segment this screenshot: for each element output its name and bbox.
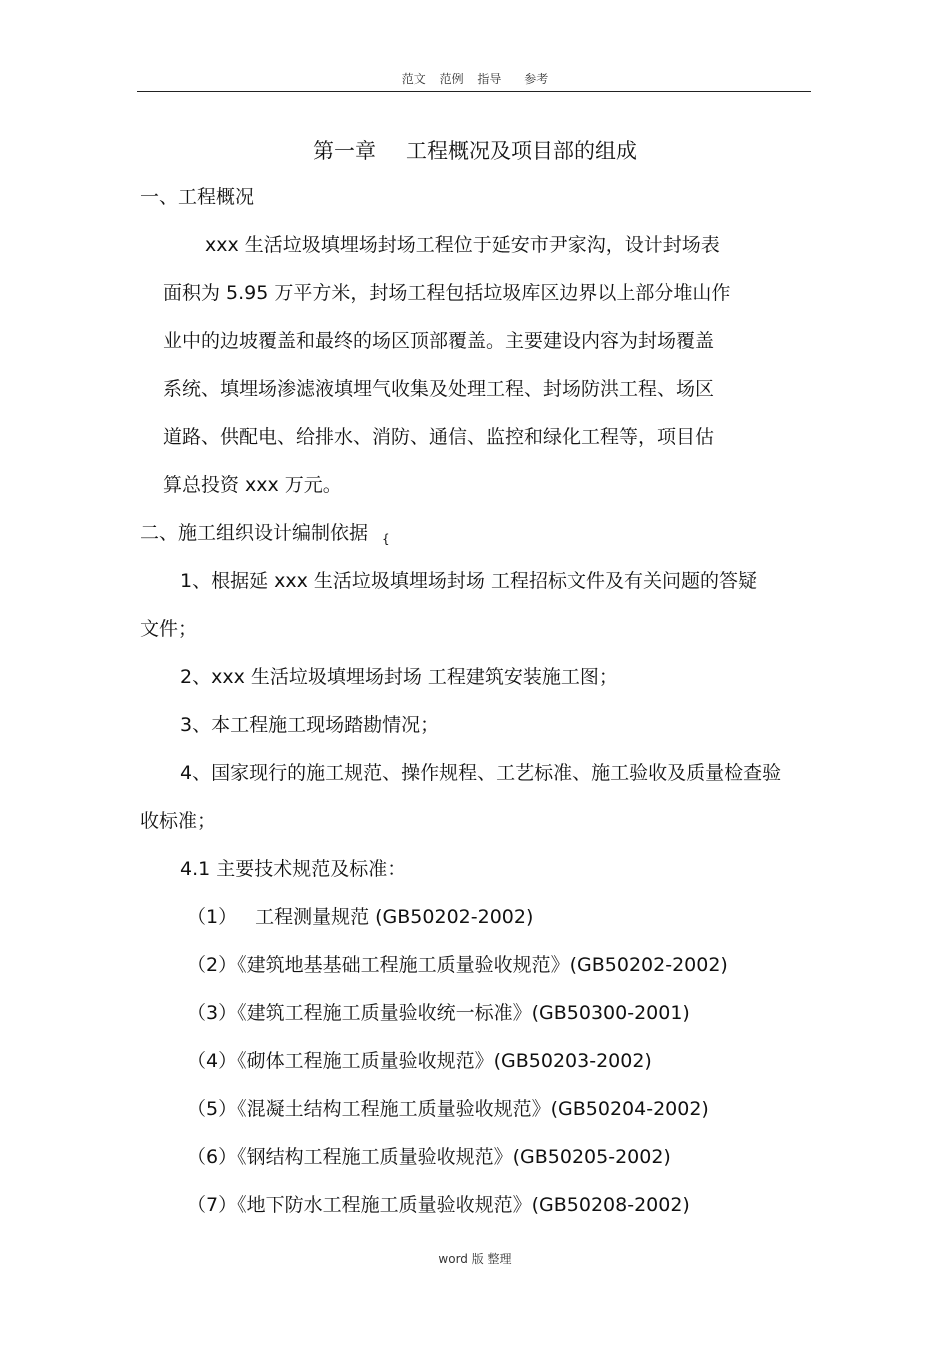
standard-item: [187, 1145, 671, 1169]
header-item: 范文: [401, 72, 426, 86]
chapter-title: [0, 135, 950, 165]
sub-heading: 4.1 主要技术规范及标准：: [180, 858, 407, 880]
standard-number: （7）: [187, 1194, 238, 1216]
standard-number: （5）: [187, 1098, 238, 1120]
list-item: 2、xxx 生活垃圾填埋场封场 工程建筑安装施工图；: [180, 666, 618, 688]
paragraph-line: 业中的边坡覆盖和最终的场区顶部覆盖。主要建设内容为封场覆盖: [163, 330, 715, 352]
paragraph-line: xxx 生活垃圾填埋场封场工程位于延安市尹家沟，设计封场表: [205, 234, 720, 256]
standard-number: （4）: [187, 1050, 238, 1072]
standard-text: 《建筑工程施工质量验收统一标准》(GB50300-2001): [237, 1002, 690, 1024]
page-header: [0, 70, 950, 87]
standard-item: [187, 1193, 690, 1217]
list-item: 4、国家现行的施工规范、操作规程、工艺标准、施工验收及质量检查验: [180, 762, 782, 784]
standard-number: （2）: [187, 954, 238, 976]
chapter-name: 工程概况及项目部的组成: [406, 139, 637, 163]
list-item-continuation: 文件；: [140, 618, 198, 640]
standard-item: [187, 1049, 652, 1073]
section-heading: 一、工程概况: [140, 186, 255, 208]
section-heading-text: 二、施工组织设计编制依据: [140, 522, 369, 544]
chapter-number: 第一章: [313, 139, 376, 163]
standard-text: 工程测量规范 (GB50202-2002): [255, 906, 534, 928]
standard-item: [187, 953, 728, 977]
header-rule: [137, 91, 811, 92]
standard-item: [187, 1097, 709, 1121]
page-footer: word 版 整理: [438, 1252, 512, 1266]
standard-text: 《钢结构工程施工质量验收规范》(GB50205-2002): [237, 1146, 671, 1168]
standard-item: [187, 905, 533, 929]
standard-text: 《混凝土结构工程施工质量验收规范》(GB50204-2002): [237, 1098, 709, 1120]
standard-text: 《建筑地基基础工程施工质量验收规范》(GB50202-2002): [237, 954, 728, 976]
paragraph-line: 面积为 5.95 万平方米，封场工程包括垃圾库区边界以上部分堆山作: [163, 282, 731, 304]
list-item-continuation: 收标准；: [140, 810, 217, 832]
standard-text: 《砌体工程施工质量验收规范》(GB50203-2002): [237, 1050, 652, 1072]
header-item: 参考: [524, 72, 549, 86]
standard-number: （3）: [187, 1002, 238, 1024]
paragraph-line: 算总投资 xxx 万元。: [163, 474, 342, 496]
standard-number: （1）: [187, 906, 238, 928]
paragraph-line: 道路、供配电、给排水、消防、通信、监控和绿化工程等，项目估: [163, 426, 715, 448]
stray-mark: {: [382, 532, 390, 546]
list-item: 3、本工程施工现场踏勘情况；: [180, 714, 440, 736]
standard-text: 《地下防水工程施工质量验收规范》(GB50208-2002): [237, 1194, 690, 1216]
standard-number: （6）: [187, 1146, 238, 1168]
header-item: 指导: [477, 72, 502, 86]
header-item: 范例: [439, 72, 464, 86]
standard-item: [187, 1001, 690, 1025]
list-item: 1、根据延 xxx 生活垃圾填埋场封场 工程招标文件及有关问题的答疑: [180, 570, 757, 592]
paragraph-line: 系统、填埋场渗滤液填埋气收集及处理工程、封场防洪工程、场区: [163, 378, 715, 400]
section-heading: [140, 521, 390, 547]
